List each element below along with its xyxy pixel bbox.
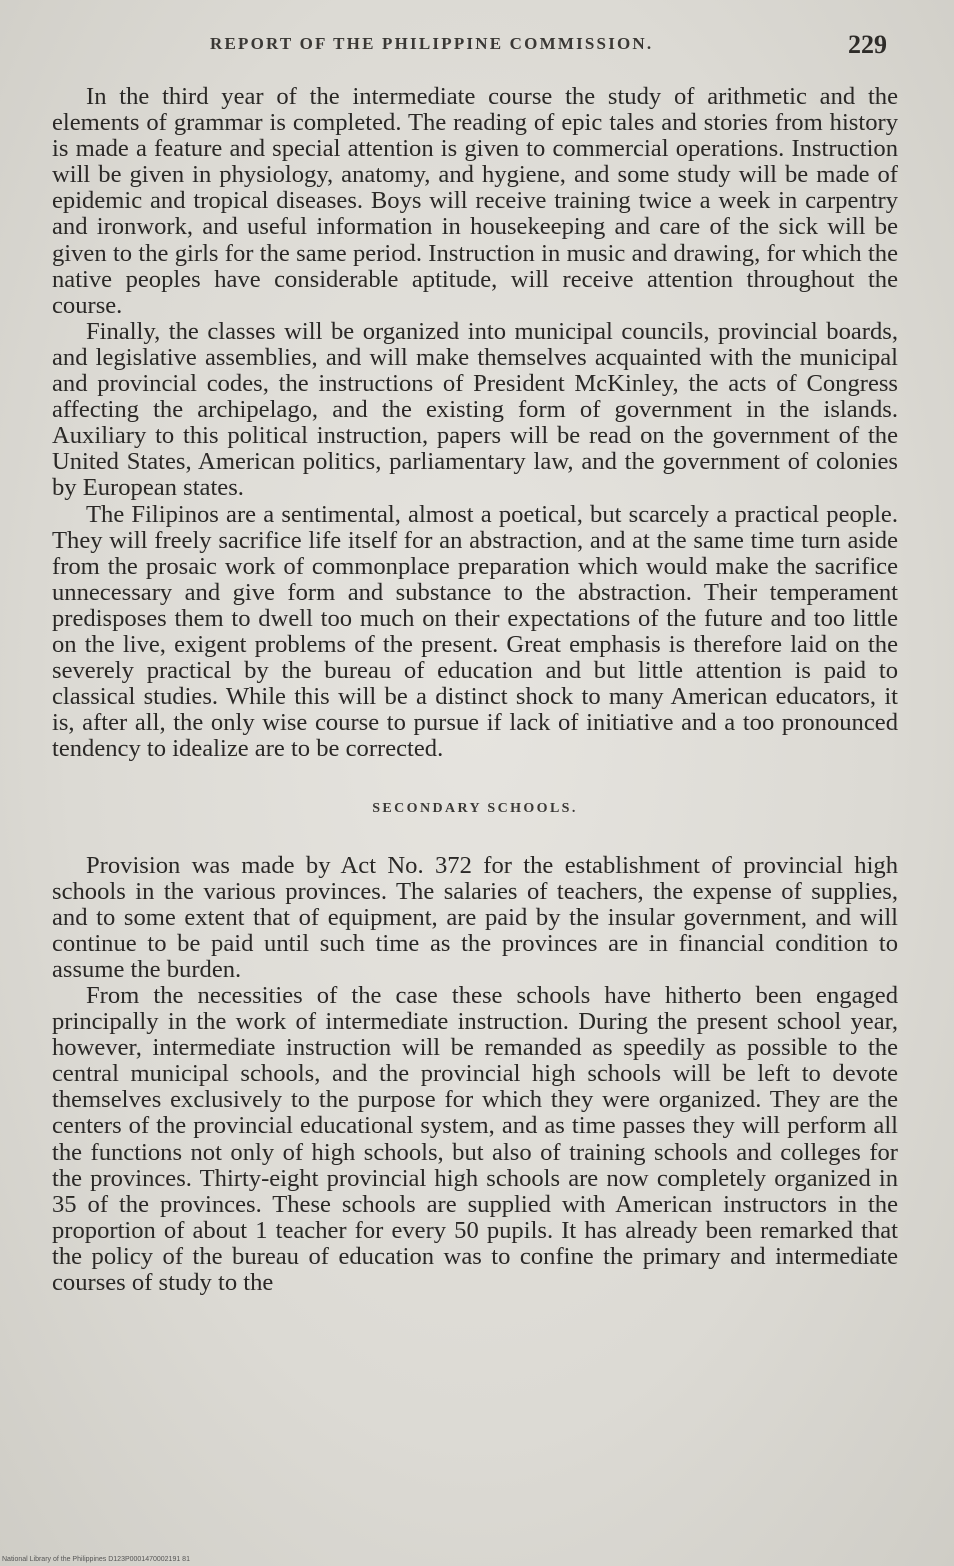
footer-credit: National Library of the Philippines D123P0001470002191 81 <box>2 1556 190 1563</box>
section-heading: SECONDARY SCHOOLS. <box>372 801 578 817</box>
page-number: 229 <box>848 30 887 59</box>
running-title: REPORT OF THE PHILIPPINE COMMISSION. <box>210 34 654 53</box>
paragraph-intermediate-third-year: In the third year of the intermediate course the study of arithmetic and the elements of grammar is completed. The reading of epic tales and stories from history is made a feature and special attention is given to commercial operations. Instruction will be given in physiology, anatomy, and hygiene, and some study will be made of epidemic and tropical diseases. Boys will receive training twice a week in carpentry and ironwork, and useful information in housekeeping and care of the sick will be given to the girls for the same period. Instruction in music and drawing, for which the native peoples have considerable aptitude, will receive attention throughout the course. <box>52 83 898 319</box>
paragraph-political-instruction: Finally, the classes will be organized into municipal councils, provincial boards, and legislative assemblies, and will make themselves acquainted with the municipal and provincial codes, the instructions of President McKinley, the acts of Congress affecting the archipelago, and the existing form of government in the islands. Auxiliary to this political instruction, papers will be read on the government of the United States, American politics, parliamentary law, and the government of colonies by European states. <box>52 317 898 502</box>
paragraph-provincial-high-schools: From the necessities of the case these schools have hitherto been engaged principally in the work of intermediate instruction. During the present school year, however, intermediate instruction will be remanded as speedily as possible to the central municipal schools, and the provincial high schools will be left to devote themselves exclusively to the purpose for which they were organized. They are the centers of the provincial educational system, and as time passes they will perform all the functions not only of high schools, but also of training schools and colleges for the provinces. Thirty-eight provincial high schools are now completely organized in 35 of the provinces. These schools are supplied with American instructors in the proportion of about 1 teacher for every 50 pupils. It has already been remarked that the policy of the bureau of education was to confine the primary and intermediate courses of study to the <box>52 982 898 1297</box>
body-text <box>52 84 898 1296</box>
paragraph-filipino-temperament: The Filipinos are a sentimental, almost a poetical, but scarcely a practical people. They will freely sacrifice life itself for an abstraction, and at the same time turn aside from the prosaic work of commonplace preparation which would make the sacrifice unnecessary and give form and substance to the abstraction. Their temperament predisposes them to dwell too much on their expectations of the future and too little on the live, exigent problems of the present. Great emphasis is therefore laid on the severely practical by the bureau of education and but little attention is paid to classical studies. While this will be a distinct shock to many American educators, it is, after all, the only wise course to pursue if lack of initiative and a too pronounced tendency to idealize are to be corrected. <box>52 500 898 763</box>
paragraph-act-372: Provision was made by Act No. 372 for the establishment of provincial high schools in the various provinces. The salaries of teachers, the expense of supplies, and to some extent that of equipment, are paid by the insular government, and will continue to be paid until such time as the provinces are in financial condition to assume the burden. <box>52 851 898 983</box>
